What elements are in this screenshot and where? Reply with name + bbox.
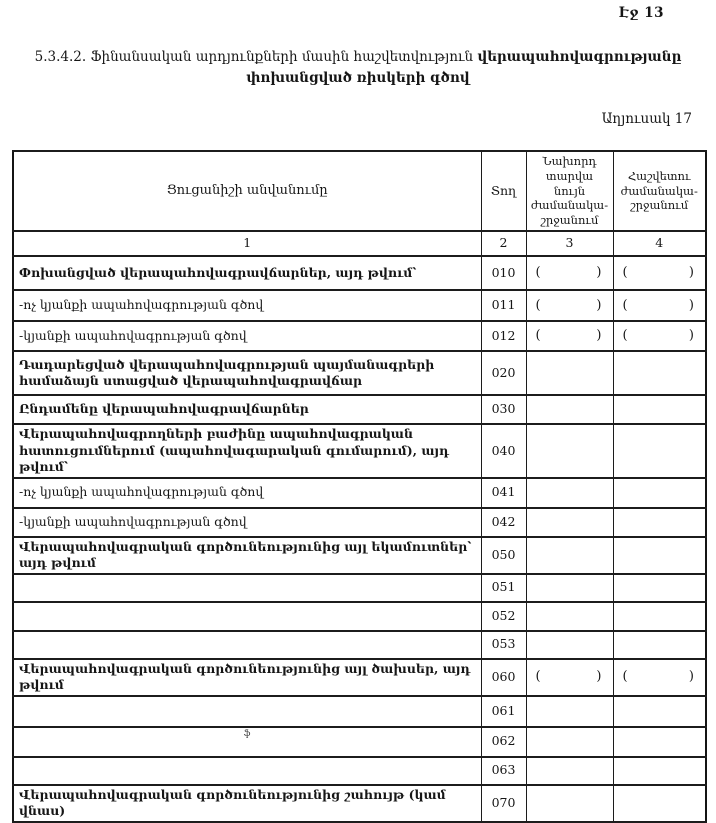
indicator-cell: ֆ <box>13 727 481 757</box>
line-code-cell: 063 <box>481 757 526 785</box>
column-number: 3 <box>526 231 613 256</box>
line-code-cell: 011 <box>481 290 526 321</box>
table-row <box>13 321 706 351</box>
prev-period-cell <box>526 351 613 395</box>
open-paren: ( <box>535 297 541 313</box>
close-paren: ) <box>688 297 694 313</box>
indicator-cell <box>13 696 481 727</box>
table-row <box>13 785 706 822</box>
line-code-cell: 041 <box>481 478 526 508</box>
header-indicator: Ցուցանիշի անվանումը <box>13 151 481 231</box>
indicator-cell: -ոչ կյանքի ապահովագրության գծով <box>13 478 481 508</box>
prev-period-cell <box>526 659 613 696</box>
column-number: 4 <box>613 231 706 256</box>
line-code-cell: 053 <box>481 631 526 659</box>
table-row <box>13 290 706 321</box>
prev-period-cell <box>526 424 613 478</box>
table-row <box>13 395 706 424</box>
reporting-period-cell <box>613 478 706 508</box>
close-paren: ) <box>688 669 694 685</box>
table-row <box>13 727 706 757</box>
table-row <box>13 351 706 395</box>
reporting-period-cell <box>613 757 706 785</box>
reporting-period-cell <box>613 508 706 537</box>
reporting-period-cell <box>613 424 706 478</box>
line-code-cell: 050 <box>481 537 526 574</box>
page-number: Էջ 13 <box>618 5 664 21</box>
prev-period-cell <box>526 290 613 321</box>
reporting-period-cell <box>613 727 706 757</box>
column-number-row <box>13 231 706 256</box>
prev-period-cell <box>526 537 613 574</box>
header-previous-period: Նախորդ տարվա նույն ժամանակա-շրջանում <box>526 151 613 231</box>
table-caption: Աղյուսակ 17 <box>601 111 692 127</box>
line-code-cell: 060 <box>481 659 526 696</box>
indicator-cell <box>13 757 481 785</box>
reporting-period-cell <box>613 631 706 659</box>
indicator-cell: -կյանքի ապահովագրության գծով <box>13 321 481 351</box>
prev-period-cell <box>526 395 613 424</box>
indicator-cell: Վերապահովագրական գործունեությունից շահույթ (կամ վնաս) <box>13 785 481 822</box>
line-code-cell: 020 <box>481 351 526 395</box>
reporting-period-cell <box>613 351 706 395</box>
prev-period-cell <box>526 508 613 537</box>
line-code-cell: 061 <box>481 696 526 727</box>
reporting-period-cell <box>613 696 706 727</box>
prev-period-cell <box>526 478 613 508</box>
prev-period-cell <box>526 757 613 785</box>
indicator-cell: Վերապահովագրական գործունեությունից այլ եկամուտներ՝ այդ թվում <box>13 537 481 574</box>
table-row <box>13 537 706 574</box>
table-row <box>13 696 706 727</box>
close-paren: ) <box>688 265 694 281</box>
prev-period-cell <box>526 602 613 631</box>
open-paren: ( <box>535 265 541 281</box>
indicator-cell: Փոխանցված վերապահովագրավճարներ, այդ թվում՝ <box>13 256 481 290</box>
document-title-bold-part: վերապահովագրությանը փոխանցված ռիսկերի գծով <box>246 49 682 86</box>
header-line-code: Տող <box>481 151 526 231</box>
table-row <box>13 602 706 631</box>
close-paren: ) <box>596 297 602 313</box>
indicator-cell: Ընդամենը վերապահովագրավճարներ <box>13 395 481 424</box>
document-title <box>26 47 690 89</box>
indicator-cell <box>13 602 481 631</box>
indicator-cell: -կյանքի ապահովագրության գծով <box>13 508 481 537</box>
open-paren: ( <box>622 297 628 313</box>
indicator-cell: Դադարեցված վերապահովագրության պայմանագրերի համաձայն ստացված վերապահովագրավճար <box>13 351 481 395</box>
reporting-period-cell <box>613 256 706 290</box>
close-paren: ) <box>596 328 602 344</box>
table-row <box>13 631 706 659</box>
table-row <box>13 424 706 478</box>
close-paren: ) <box>688 328 694 344</box>
report-table <box>12 150 707 823</box>
line-code-cell: 030 <box>481 395 526 424</box>
prev-period-cell <box>526 696 613 727</box>
indicator-cell: Վերապահովագրական գործունեությունից այլ ծախսեր, այդ թվում <box>13 659 481 696</box>
line-code-cell: 051 <box>481 574 526 602</box>
prev-period-cell <box>526 574 613 602</box>
prev-period-cell <box>526 256 613 290</box>
indicator-cell: Վերապահովագրողների բաժինը ապահովագրական հատուցումներում (ապահովագարական գումարում), այդ թվում՝ <box>13 424 481 478</box>
prev-period-cell <box>526 631 613 659</box>
column-number: 1 <box>13 231 481 256</box>
line-code-cell: 042 <box>481 508 526 537</box>
header-row <box>13 151 706 231</box>
open-paren: ( <box>622 669 628 685</box>
document-title-section-number: 5.3.4.2. Ֆինանսական արդյունքների մասին հաշվետվություն <box>34 49 474 65</box>
table-row <box>13 757 706 785</box>
reporting-period-cell <box>613 659 706 696</box>
line-code-cell: 062 <box>481 727 526 757</box>
header-reporting-period: Հաշվետու ժամանակա-շրջանում <box>613 151 706 231</box>
table-row <box>13 574 706 602</box>
reporting-period-cell <box>613 574 706 602</box>
table-row <box>13 659 706 696</box>
indicator-cell: -ոչ կյանքի ապահովագրության գծով <box>13 290 481 321</box>
open-paren: ( <box>535 669 541 685</box>
indicator-cell <box>13 574 481 602</box>
reporting-period-cell <box>613 290 706 321</box>
close-paren: ) <box>596 669 602 685</box>
line-code-cell: 052 <box>481 602 526 631</box>
reporting-period-cell <box>613 395 706 424</box>
reporting-period-cell <box>613 602 706 631</box>
table-row <box>13 256 706 290</box>
prev-period-cell <box>526 321 613 351</box>
prev-period-cell <box>526 785 613 822</box>
indicator-cell <box>13 631 481 659</box>
reporting-period-cell <box>613 537 706 574</box>
open-paren: ( <box>535 328 541 344</box>
reporting-period-cell <box>613 785 706 822</box>
table-row <box>13 478 706 508</box>
line-code-cell: 012 <box>481 321 526 351</box>
line-code-cell: 010 <box>481 256 526 290</box>
prev-period-cell <box>526 727 613 757</box>
column-number: 2 <box>481 231 526 256</box>
line-code-cell: 070 <box>481 785 526 822</box>
line-code-cell: 040 <box>481 424 526 478</box>
close-paren: ) <box>596 265 602 281</box>
table-row <box>13 508 706 537</box>
open-paren: ( <box>622 328 628 344</box>
open-paren: ( <box>622 265 628 281</box>
reporting-period-cell <box>613 321 706 351</box>
